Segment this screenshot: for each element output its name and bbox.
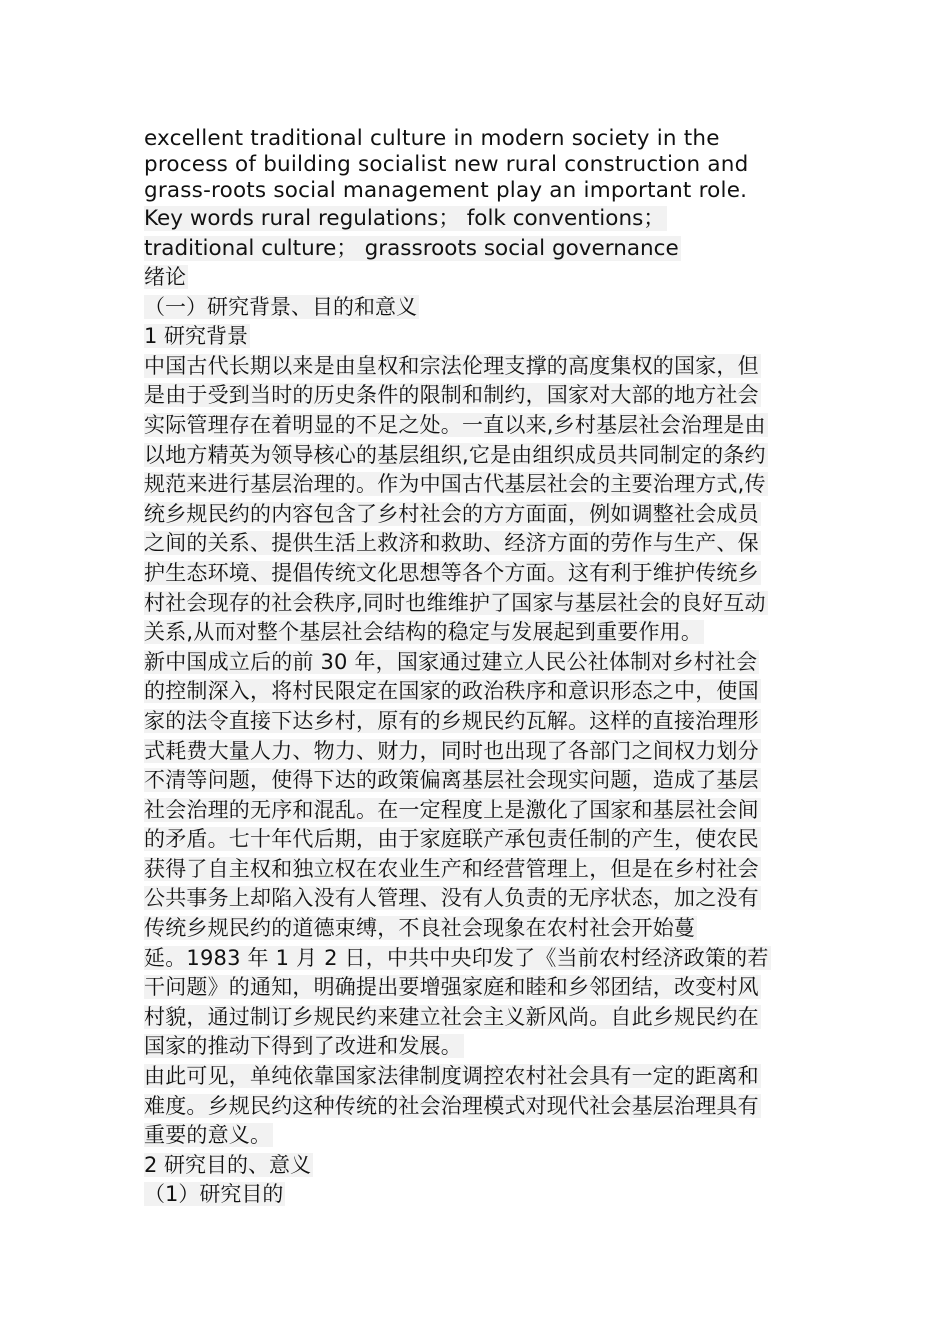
subsection-heading-purpose: 2 研究目的、意义 xyxy=(144,1152,312,1177)
paragraph-line: 实际管理存在着明显的不足之处。一直以来,乡村基层社会治理是由 xyxy=(144,412,766,437)
paragraph-line: 难度。乡规民约这种传统的社会治理模式对现代社会基层治理具有 xyxy=(144,1093,759,1118)
paragraph-line: 的控制深入，将村民限定在国家的政治秩序和意识形态之中，使国 xyxy=(144,679,759,704)
keywords-line: traditional culture； grassroots social governance xyxy=(144,235,679,261)
paragraph-line: 之间的关系、提供生活上救济和救助、经济方面的劳作与生产、保 xyxy=(144,531,759,556)
paragraph-line: 重要的意义。 xyxy=(144,1123,272,1148)
paragraph-line: 是由于受到当时的历史条件的限制和制约，国家对大部的地方社会 xyxy=(144,383,759,408)
paragraph-line: 护生态环境、提倡传统文化思想等各个方面。这有利于维护传统乡 xyxy=(144,560,759,585)
paragraph-line: 以地方精英为领导核心的基层组织,它是由组织成员共同制定的条约 xyxy=(144,442,766,467)
paragraph-line: 由此可见，单纯依靠国家法律制度调控农村社会具有一定的距离和 xyxy=(144,1064,759,1089)
subsection-heading-background: 1 研究背景 xyxy=(144,324,249,349)
abstract-line: excellent traditional culture in modern society in the xyxy=(144,126,720,151)
paragraph-line: 关系,从而对整个基层社会结构的稳定与发展起到重要作用。 xyxy=(144,620,703,645)
abstract-line: process of building socialist new rural construction and xyxy=(144,152,749,177)
paragraph-new-china xyxy=(144,648,806,1062)
paragraph-line: 村社会现存的社会秩序,同时也维维护了国家与基层社会的良好互动 xyxy=(144,590,766,615)
paragraph-history xyxy=(144,352,806,648)
paragraph-line: 干问题》的通知，明确提出要增强家庭和睦和乡邻团结，改变村风 xyxy=(144,975,759,1000)
abstract-line: grass-roots social management play an important role. xyxy=(144,178,748,203)
paragraph-line: 中国古代长期以来是由皇权和宗法伦理支撑的高度集权的国家，但 xyxy=(144,353,759,378)
subsubsection-heading-purpose: （1）研究目的 xyxy=(144,1182,284,1207)
paragraph-line: 国家的推动下得到了改进和发展。 xyxy=(144,1034,462,1059)
keywords-line: Key words rural regulations； folk conventions； xyxy=(144,206,665,231)
keywords-block xyxy=(144,204,806,263)
paragraph-line: 的矛盾。七十年代后期，由于家庭联产承包责任制的产生，使农民 xyxy=(144,827,759,852)
paragraph-line: 传统乡规民约的道德束缚，不良社会现象在农村社会开始蔓 xyxy=(144,916,696,941)
paragraph-line: 延。1983 年 1 月 2 日，中共中央印发了《当前农村经济政策的若 xyxy=(144,945,769,970)
document-body xyxy=(144,126,806,1210)
paragraph-line: 村貌，通过制订乡规民约来建立社会主义新风尚。自此乡规民约在 xyxy=(144,1004,759,1029)
paragraph-line: 新中国成立后的前 30 年，国家通过建立人民公社体制对乡村社会 xyxy=(144,649,758,674)
intro-heading: 绪论 xyxy=(144,265,186,289)
paragraph-line: 获得了自主权和独立权在农业生产和经营管理上，但是在乡村社会 xyxy=(144,856,759,881)
paragraph-conclusion xyxy=(144,1062,806,1151)
paragraph-line: 公共事务上却陷入没有人管理、没有人负责的无序状态，加之没有 xyxy=(144,886,759,911)
section-heading: （一）研究背景、目的和意义 xyxy=(144,294,417,319)
paragraph-line: 统乡规民约的内容包含了乡村社会的方方面面，例如调整社会成员 xyxy=(144,501,759,526)
paragraph-line: 规范来进行基层治理的。作为中国古代基层社会的主要治理方式,传 xyxy=(144,472,766,497)
paragraph-line: 式耗费大量人力、物力、财力，同时也出现了各部门之间权力划分 xyxy=(144,738,759,763)
abstract-english-tail xyxy=(144,126,806,204)
paragraph-line: 社会治理的无序和混乱。在一定程度上是激化了国家和基层社会间 xyxy=(144,797,759,822)
paragraph-line: 不清等问题，使得下达的政策偏离基层社会现实问题，造成了基层 xyxy=(144,768,759,793)
paragraph-line: 家的法令直接下达乡村，原有的乡规民约瓦解。这样的直接治理形 xyxy=(144,708,759,733)
